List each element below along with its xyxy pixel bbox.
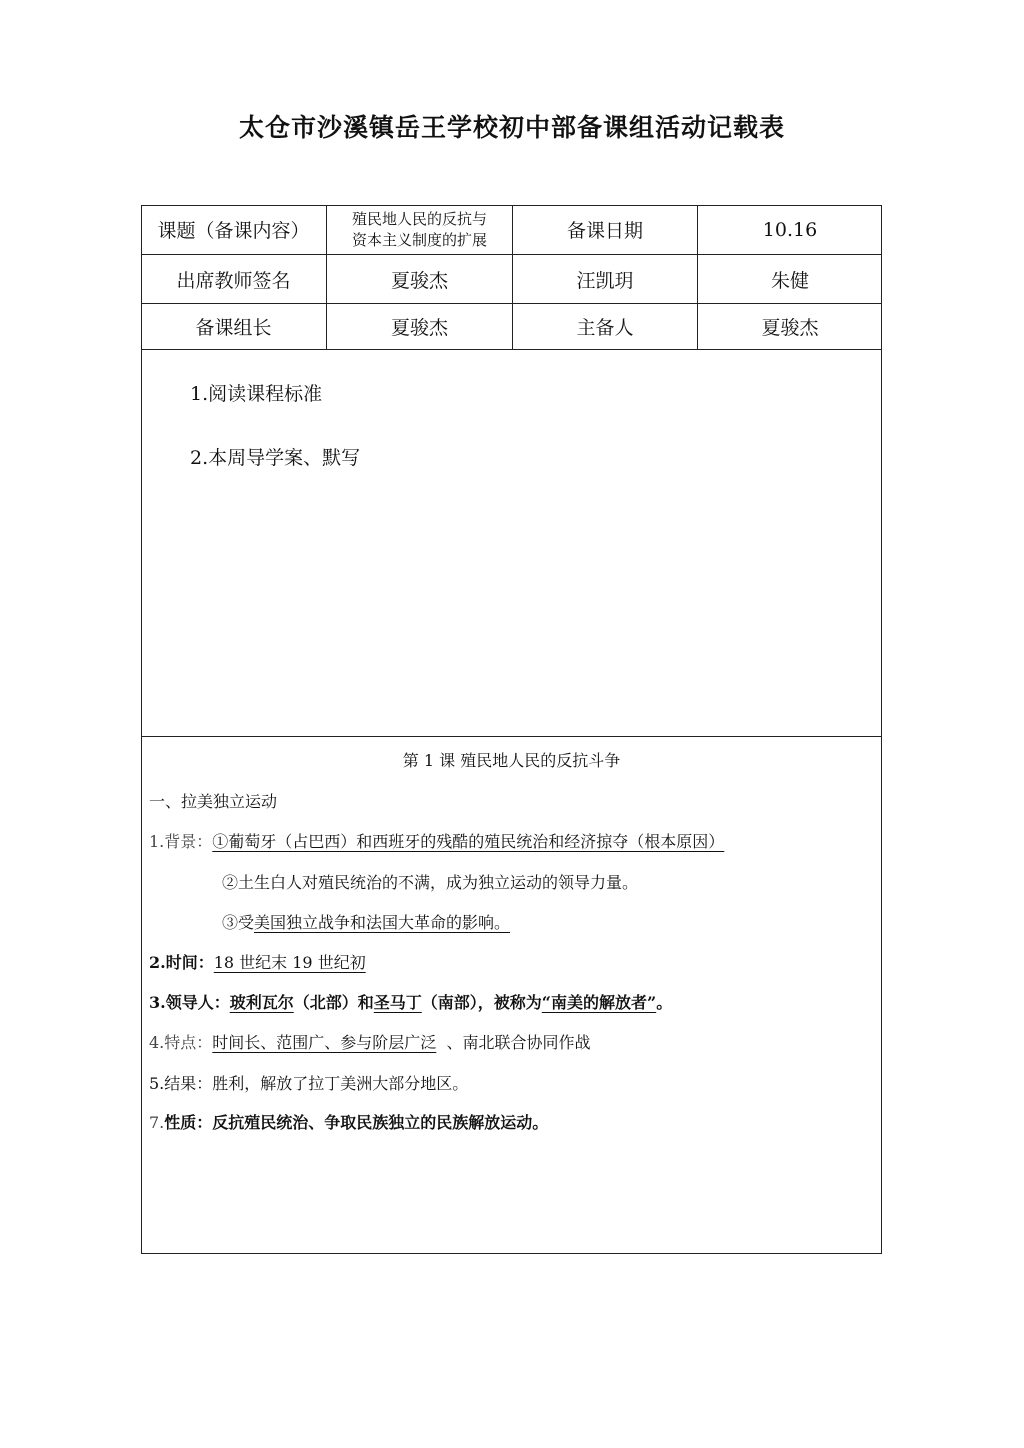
background-point-3-prefix: ③受: [222, 913, 255, 932]
topic-line-2: 资本主义制度的扩展: [351, 230, 487, 249]
topic-value: [327, 205, 512, 254]
feature-prefix: 4.特点：: [149, 1033, 213, 1052]
feature-rest: 、南北联合协同作战: [436, 1033, 591, 1052]
group-leader-value: 夏骏杰: [390, 317, 448, 339]
time-value: 18 世纪末 19 世纪初: [213, 953, 366, 972]
agenda-item: 1.阅读课程标准: [190, 383, 323, 405]
lesson-title: 第 1 课 殖民地人民的反抗斗争: [402, 751, 621, 770]
leader-san-martin: 圣马丁: [373, 993, 422, 1012]
document-title: 太仓市沙溪镇岳王学校初中部备课组活动记载表: [238, 113, 785, 142]
background-line: [149, 829, 724, 852]
leader-line: [149, 990, 672, 1013]
result-line: 5.结果：胜利，解放了拉丁美洲大部分地区。: [149, 1074, 469, 1093]
background-point-3: 美国独立战争和法国大革命的影响。: [254, 913, 511, 932]
topic-line-1: 殖民地人民的反抗与: [351, 209, 487, 228]
feature-underlined: 时间长、范围广、参与阶层广泛: [212, 1033, 437, 1052]
background-point-2: ②土生白人对殖民统治的不满，成为独立运动的领导力量。: [222, 873, 639, 892]
background-prefix: 1.背景：: [149, 832, 213, 851]
leader-bolivar: 玻利瓦尔: [229, 993, 294, 1012]
date-label: 备课日期: [566, 220, 643, 242]
group-leader-label: 备课组长: [195, 317, 272, 339]
topic-label: 课题（备课内容）: [157, 220, 310, 242]
attendance-label: 出席教师签名: [176, 269, 291, 292]
nature-line: [149, 1110, 548, 1133]
main-preparer-value: 夏骏杰: [761, 317, 819, 339]
background-point-1: ①葡萄牙（占巴西）和西班牙的残酷的殖民统治和经济掠夺（根本原因）: [212, 832, 725, 851]
leader-end: 。: [656, 993, 673, 1012]
leader-prefix: 3.领导人：: [149, 993, 230, 1012]
time-prefix: 2.时间：: [149, 953, 214, 972]
teacher-signature: 夏骏杰: [390, 269, 448, 292]
nature-text: 性质：反抗殖民统治、争取民族独立的民族解放运动。: [164, 1113, 549, 1132]
leader-san-martin-region: （南部），被称为: [421, 993, 542, 1012]
row-divider: [141, 736, 882, 737]
feature-line: [149, 1030, 590, 1053]
background-line-3: [222, 910, 510, 933]
teacher-signature: 朱健: [770, 269, 809, 292]
main-preparer-label: 主备人: [576, 317, 634, 339]
nature-prefix: 7.: [149, 1113, 165, 1132]
date-value: 10.16: [762, 218, 818, 241]
leader-title: “南美的解放者”: [541, 993, 657, 1012]
leader-bolivar-region: （北部）和: [293, 993, 374, 1012]
teacher-signature: 汪凯玥: [576, 269, 634, 292]
record-table: [141, 205, 882, 1254]
section-heading: 一、拉美独立运动: [149, 792, 278, 811]
time-line: [149, 950, 366, 973]
agenda-item: 2.本周导学案、默写: [190, 447, 361, 469]
